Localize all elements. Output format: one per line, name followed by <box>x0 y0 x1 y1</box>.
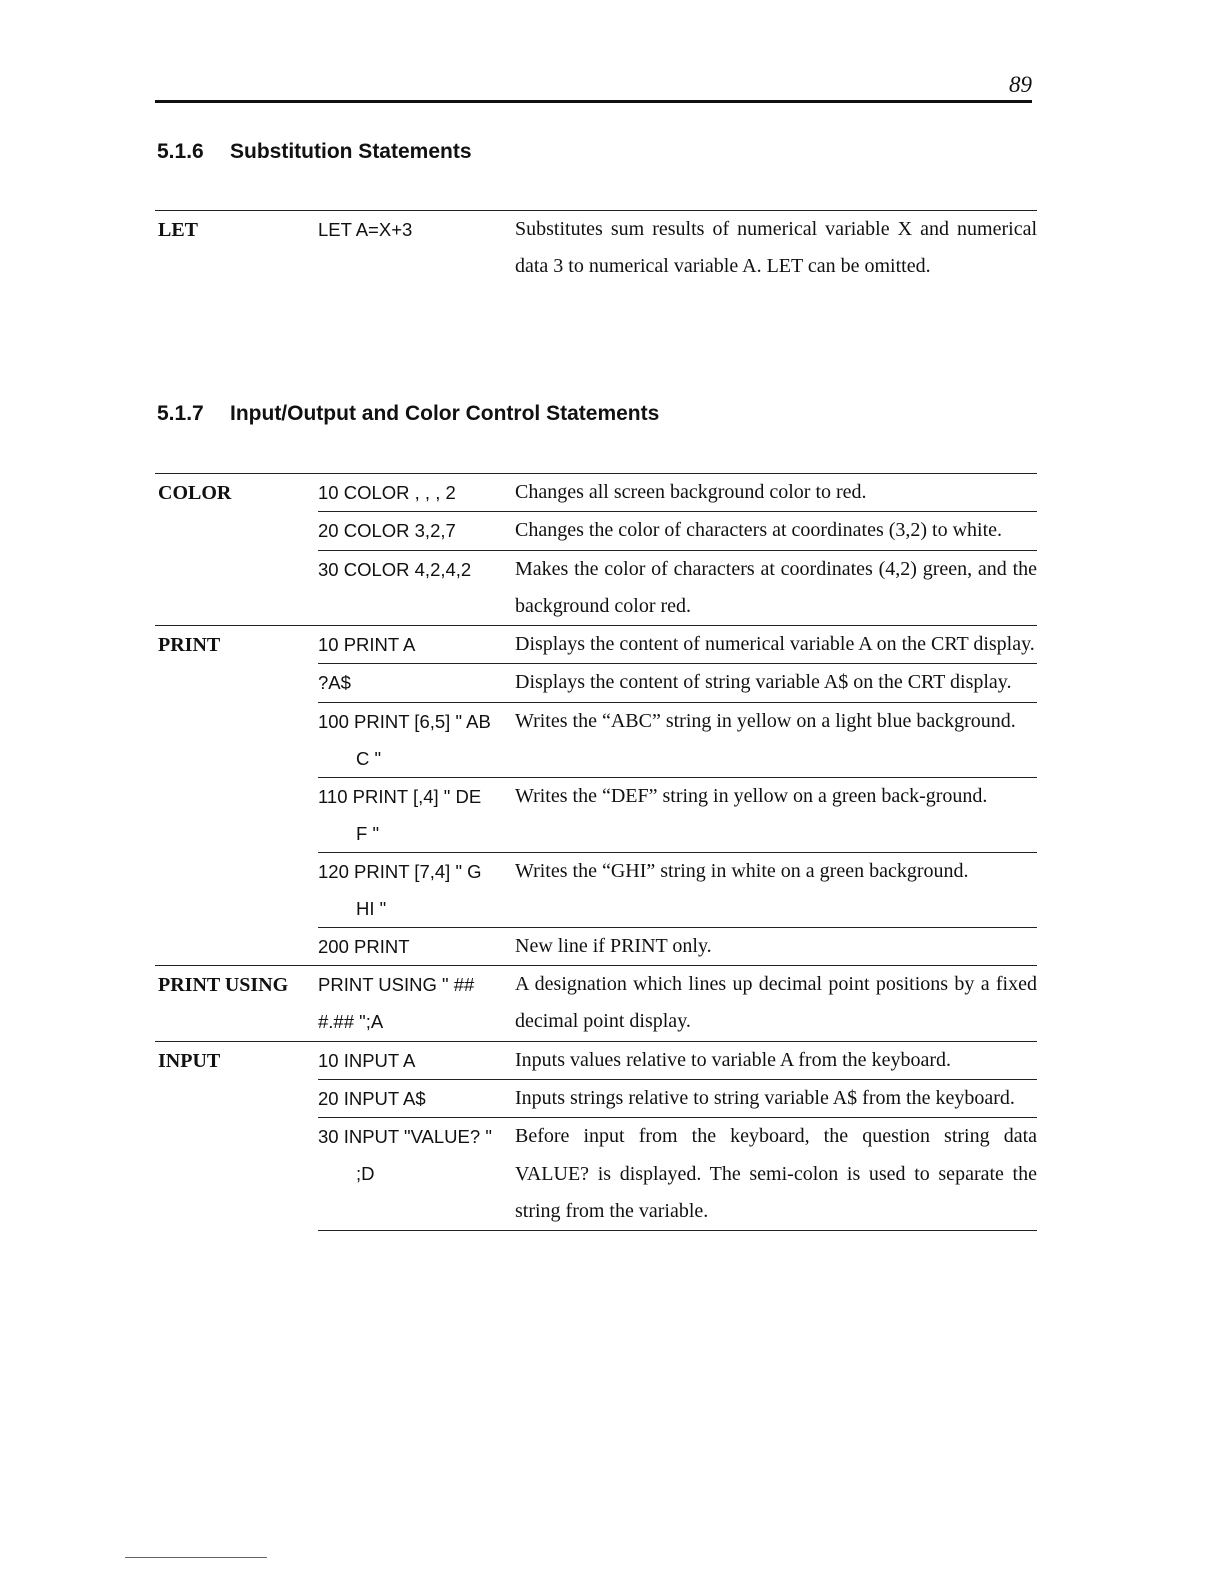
io-color-table <box>155 473 1037 1231</box>
statement-description: New line if PRINT only. <box>515 934 712 957</box>
statement-description: Makes the color of characters at coordinates (4,2) green, and the background color red. <box>515 557 1037 617</box>
code-example: 30 INPUT "VALUE? " ;D <box>318 1126 492 1185</box>
code-example: 10 PRINT A <box>318 634 416 656</box>
statement-description: Inputs values relative to variable A from the keyboard. <box>515 1048 951 1071</box>
statement-description: Before input from the keyboard, the question string data VALUE? is displayed. The semi-colon is used to separate the string from the variable. <box>515 1125 1037 1222</box>
section-title: Substitution Statements <box>230 140 472 163</box>
statement-description: A designation which lines up decimal point positions by a fixed decimal point display. <box>515 973 1037 1033</box>
code-example: LET A=X+3 <box>318 219 413 240</box>
statement-row <box>318 852 1037 927</box>
footnote-rule <box>125 1557 267 1558</box>
statement-row <box>318 211 1037 286</box>
statement-group-print <box>155 625 1037 965</box>
statement-description: Displays the content of numerical variable A on the CRT display. <box>515 633 1035 656</box>
statement-keyword: LET <box>158 219 199 241</box>
statement-description: Substitutes sum results of numerical variable X and numerical data 3 to numerical variable A. LET can be omitted. <box>515 218 1037 278</box>
statement-description: Writes the “GHI” string in white on a green background. <box>515 859 969 882</box>
table-end-rule <box>318 1230 1037 1231</box>
code-example: 120 PRINT [7,4] " G HI " <box>318 860 482 919</box>
statement-description: Changes all screen background color to red. <box>515 481 867 503</box>
code-example: 100 PRINT [6,5] " AB C " <box>318 710 491 769</box>
code-example: PRINT USING " ## #.## ";A <box>318 974 475 1033</box>
section-number: 5.1.6 <box>157 140 204 163</box>
statement-description: Writes the “DEF” string in yellow on a green back-ground. <box>515 784 988 807</box>
section-number: 5.1.7 <box>157 402 204 425</box>
statement-row <box>318 966 1037 1041</box>
statement-group-let <box>155 210 1037 286</box>
code-example: 10 COLOR , , , 2 <box>318 482 456 503</box>
code-example: ?A$ <box>318 672 351 694</box>
code-example: 10 INPUT A <box>318 1049 416 1071</box>
statement-row <box>318 702 1037 777</box>
section-heading-5-1-7 <box>157 401 659 427</box>
code-example: 30 COLOR 4,2,4,2 <box>318 558 472 580</box>
statement-group-print-using <box>155 965 1037 1041</box>
statement-row <box>318 550 1037 626</box>
page-number: 89 <box>1009 72 1032 97</box>
statement-description: Displays the content of string variable A$ on the CRT display. <box>515 671 1012 694</box>
statement-keyword: PRINT USING <box>158 974 289 997</box>
statement-row <box>318 777 1037 852</box>
code-example: 200 PRINT <box>318 935 410 957</box>
statement-group-input <box>155 1041 1037 1230</box>
statement-keyword: COLOR <box>158 482 232 504</box>
statement-keyword: PRINT <box>158 634 221 657</box>
statement-description: Changes the color of characters at coordinates (3,2) to white. <box>515 519 1003 542</box>
header-rule <box>155 100 1032 103</box>
statement-row <box>318 1117 1037 1230</box>
statement-description: Writes the “ABC” string in yellow on a light blue background. <box>515 709 1016 732</box>
statement-keyword: INPUT <box>158 1049 221 1072</box>
code-example: 110 PRINT [,4] " DE F " <box>318 785 482 844</box>
substitution-table <box>155 210 1037 286</box>
statement-description: Inputs strings relative to string variable A$ from the keyboard. <box>515 1086 1015 1109</box>
section-title: Input/Output and Color Control Statements <box>230 402 660 425</box>
code-example: 20 INPUT A$ <box>318 1087 426 1109</box>
statement-group-color <box>155 473 1037 625</box>
section-heading-5-1-6 <box>157 139 472 165</box>
code-example: 20 COLOR 3,2,7 <box>318 520 456 542</box>
